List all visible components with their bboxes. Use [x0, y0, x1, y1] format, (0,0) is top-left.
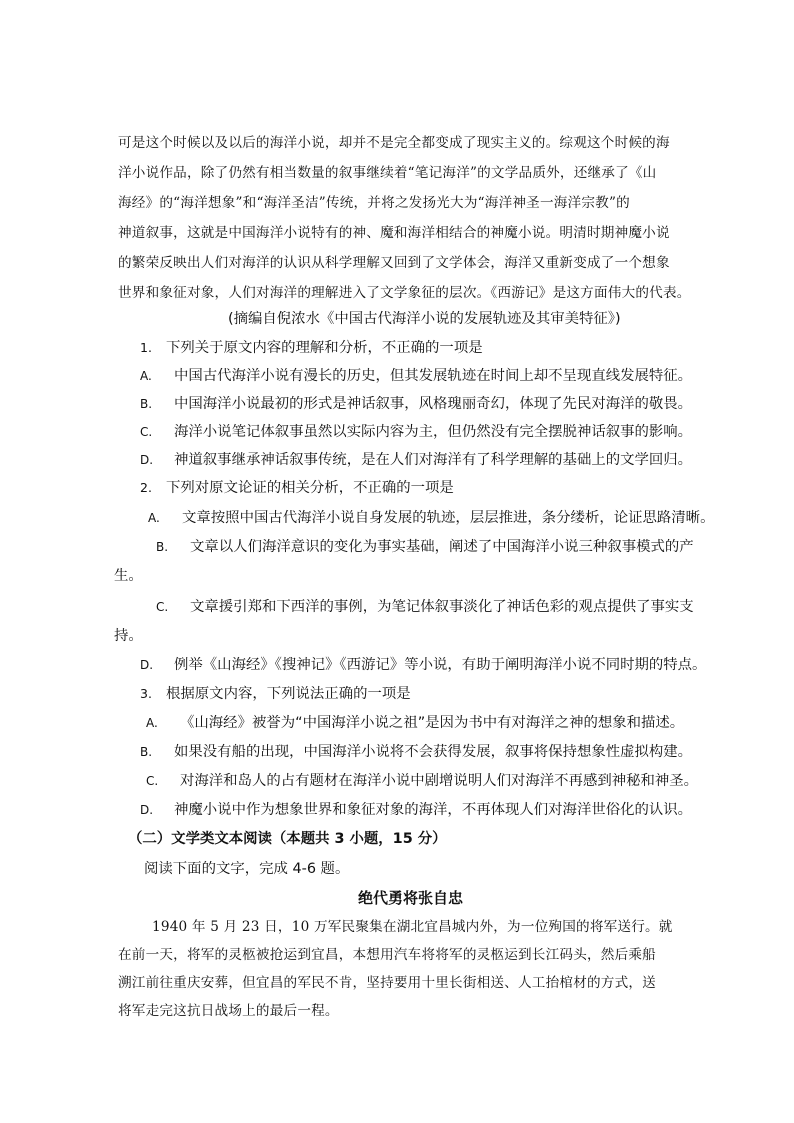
option-letter: D.	[140, 803, 154, 817]
option-letter: C.	[146, 774, 159, 788]
option	[148, 508, 714, 528]
option-text: 文章以人们海洋意识的变化为事实基础，阐述了中国海洋小说三种叙事模式的产	[190, 539, 694, 555]
question-stem	[140, 684, 411, 704]
story-title: 绝代勇将张自忠	[358, 889, 464, 907]
option-letter: A.	[146, 716, 158, 730]
question-number: 2.	[140, 480, 152, 495]
question-number: 1.	[140, 340, 152, 355]
passage-line: 神道叙事，这就是中国海洋小说特有的神、魔和海洋相结合的神魔小说。明清时期神魔小说	[118, 225, 670, 241]
question-number: 3.	[140, 686, 152, 701]
option-letter: C.	[140, 425, 153, 439]
option-text: 海洋小说笔记体叙事虽然以实际内容为主，但仍然没有完全摆脱神话叙事的影响。	[174, 424, 693, 440]
option	[140, 366, 692, 386]
passage-line: 海经》的“海洋想象”和“海洋圣洁”传统，并将之发扬光大为“海洋神圣一海洋宗教”的	[118, 195, 630, 211]
question-text: 下列关于原文内容的理解和分析，不正确的一项是	[166, 340, 483, 356]
story-line: 在前一天，将军的灵柩被抢运到宜昌，本想用汽车将将军的灵柩运到长江码头，然后乘船	[118, 947, 656, 963]
option-letter: B.	[156, 540, 169, 554]
passage-line: 洋小说作品，除了仍然有相当数量的叙事继续着“笔记海洋”的文学品质外，还继承了《山	[118, 165, 657, 181]
option-letter: A.	[140, 369, 152, 383]
option-text: 神道叙事继承神话叙事传统，是在人们对海洋有了科学理解的基础上的文学回归。	[174, 452, 693, 468]
question-stem	[140, 338, 483, 358]
option-letter: D.	[140, 658, 154, 672]
option-letter: A.	[148, 511, 160, 525]
option	[140, 800, 692, 820]
option-text: 如果没有船的出现，中国海洋小说将不会获得发展，叙事将保持想象性虚拟构建。	[174, 744, 693, 760]
story-line: 1940 年 5 月 23 日，10 万军民聚集在湖北宜昌城内外，为一位殉国的将军送行。就	[152, 919, 673, 935]
option-letter: D.	[140, 453, 154, 467]
question-stem	[140, 478, 454, 498]
option-text: 中国古代海洋小说有漫长的历史，但其发展轨迹在时间上却不呈现直线发展特征。	[174, 368, 693, 384]
passage-line: 的繁荣反映出人们对海洋的认识从科学理解又回到了文学体会，海洋又重新变成了一个想象	[118, 255, 670, 271]
option	[156, 537, 694, 557]
option	[156, 597, 694, 617]
option-continuation: 持。	[114, 628, 143, 644]
option	[146, 771, 698, 791]
option	[146, 713, 684, 733]
option	[140, 742, 692, 762]
option-letter: B.	[140, 745, 153, 759]
option-letter: C.	[156, 600, 169, 614]
story-line: 将军走完这抗日战场上的最后一程。	[118, 1003, 339, 1019]
option-text: 神魔小说中作为想象世界和象征对象的海洋，不再体现人们对海洋世俗化的认识。	[174, 802, 693, 818]
question-text: 根据原文内容，下列说法正确的一项是	[166, 686, 411, 702]
option-letter: B.	[140, 397, 153, 411]
passage-line: 可是这个时候以及以后的海洋小说，却并不是完全都变成了现实主义的。综观这个时候的海	[118, 135, 670, 151]
option-text: 对海洋和岛人的占有题材在海洋小说中剧增说明人们对海洋不再感到神秘和神圣。	[180, 773, 699, 789]
question-text: 下列对原文论证的相关分析，不正确的一项是	[166, 480, 454, 496]
option	[140, 450, 692, 470]
section-heading: （二）文学类文本阅读（本题共 3 小题，15 分）	[128, 831, 447, 847]
option-text: 文章援引郑和下西洋的事例，为笔记体叙事淡化了神话色彩的观点提供了事实支	[190, 599, 694, 615]
option	[140, 422, 692, 442]
option	[140, 394, 692, 414]
story-line: 溯江前往重庆安葬，但宜昌的军民不肯，坚持要用十里长街相送、人工抬棺材的方式，送	[118, 975, 656, 991]
option-text: 中国海洋小说最初的形式是神话叙事，风格瑰丽奇幻，体现了先民对海洋的敬畏。	[174, 396, 693, 412]
instruction: 阅读下面的文字，完成 4-6 题。	[144, 861, 350, 877]
source-citation: (摘编自倪浓水《中国古代海洋小说的发展轨迹及其审美特征》)	[228, 311, 621, 327]
option-text: 《山海经》被誉为“中国海洋小说之祖”是因为书中有对海洋之神的想象和描述。	[180, 715, 685, 731]
passage-line: 世界和象征对象，人们对海洋的理解进入了文学象征的层次。《西游记》是这方面伟大的代表。	[118, 285, 691, 301]
option-continuation: 生。	[114, 568, 143, 584]
option-text: 文章按照中国古代海洋小说自身发展的轨迹，层层推进，条分缕析，论证思路清晰。	[182, 510, 715, 526]
option	[140, 655, 706, 675]
option-text: 例举《山海经》《搜神记》《西游记》等小说，有助于阐明海洋小说不同时期的特点。	[174, 657, 707, 673]
